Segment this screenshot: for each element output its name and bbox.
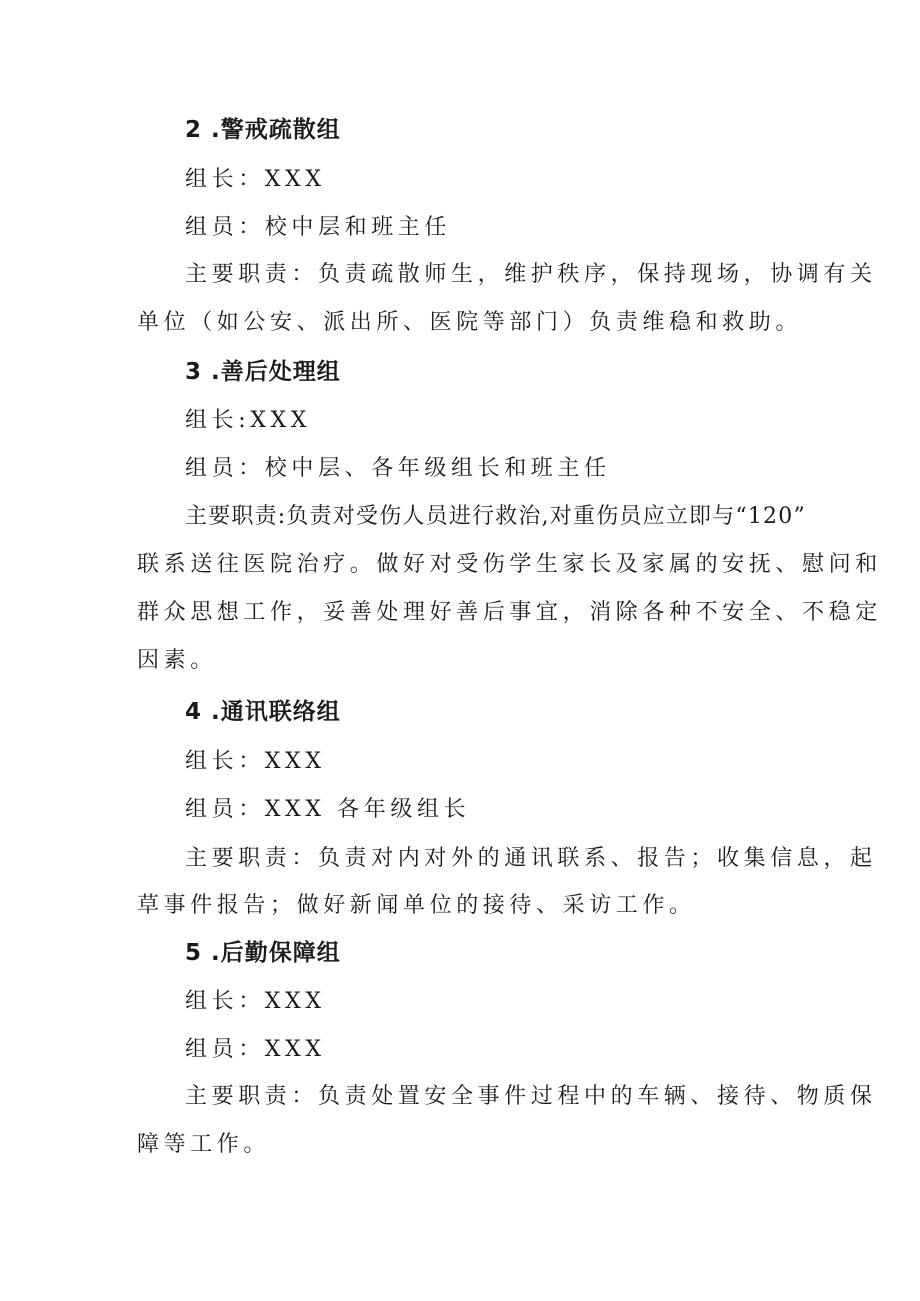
section-leader-communication: 组长：XXX (185, 749, 326, 774)
section-duty-line: 主要职责：负责疏散师生，维护秩序，保持现场，协调有关 (185, 262, 877, 287)
section-heading-aftermath: 3 .善后处理组 (185, 359, 341, 385)
section-duty-line: 单位（如公安、派出所、医院等部门）负责维稳和救助。 (137, 310, 803, 335)
section-leader-aftermath: 组长:XXX (185, 408, 311, 433)
section-members-communication: 组员：XXX 各年级组长 (185, 797, 471, 822)
section-duty-line: 群众思想工作，妥善处理好善后事宜，消除各种不安全、不稳定 (137, 600, 882, 625)
section-members-aftermath: 组员：校中层、各年级组长和班主任 (185, 456, 611, 481)
section-duty-line: 主要职责:负责对受伤人员进行救治,对重伤员应立即与“120” (185, 504, 806, 529)
section-duty-line: 联系送往医院治疗。做好对受伤学生家长及家属的安抚、慰问和 (137, 552, 882, 577)
section-members-logistics: 组员：XXX (185, 1037, 326, 1062)
section-leader-logistics: 组长：XXX (185, 989, 326, 1014)
section-members-evacuation: 组员：校中层和班主任 (185, 215, 452, 240)
section-heading-evacuation: 2 .警戒疏散组 (185, 117, 341, 143)
section-duty-line: 草事件报告；做好新闻单位的接待、采访工作。 (137, 893, 696, 918)
section-duty-line: 障等工作。 (137, 1132, 271, 1157)
section-duty-line: 主要职责：负责处置安全事件过程中的车辆、接待、物质保 (185, 1084, 877, 1109)
section-leader-evacuation: 组长：XXX (185, 167, 326, 192)
section-duty-line: 因素。 (137, 648, 217, 673)
section-heading-communication: 4 .通讯联络组 (185, 699, 341, 725)
section-duty-line: 主要职责：负责对内对外的通讯联系、报告；收集信息，起 (185, 846, 877, 871)
section-heading-logistics: 5 .后勤保障组 (185, 940, 341, 966)
